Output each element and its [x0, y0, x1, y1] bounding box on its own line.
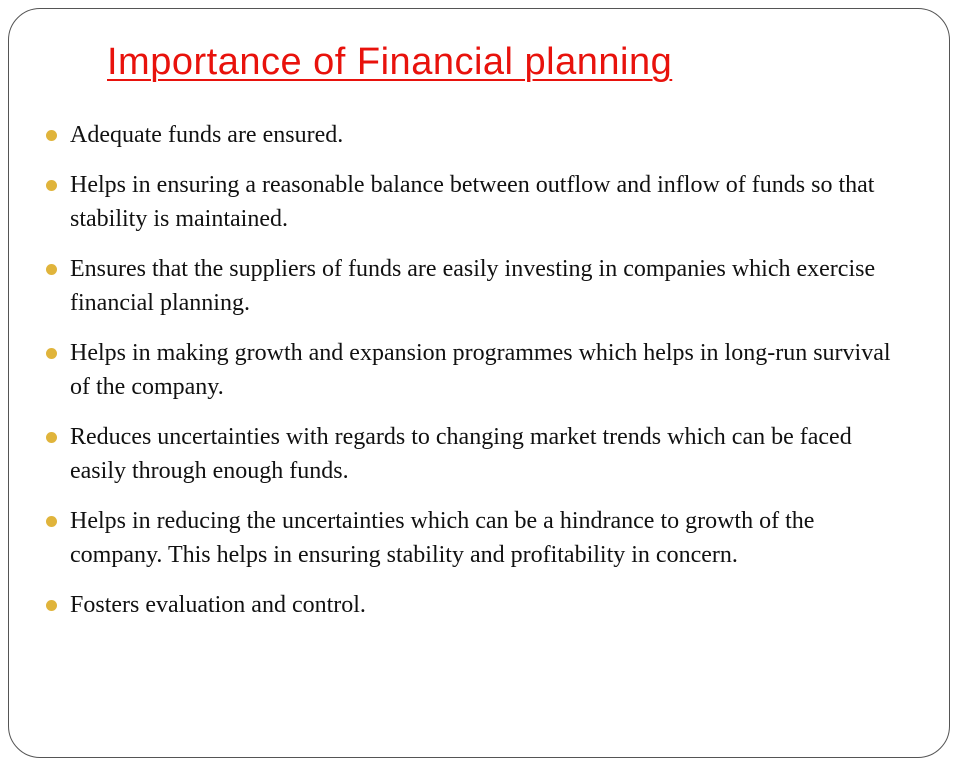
bullet-list [46, 118, 896, 638]
bullet-item: Fosters evaluation and control. [46, 588, 896, 622]
bullet-item: Adequate funds are ensured. [46, 118, 896, 152]
bullet-item: Reduces uncertainties with regards to changing market trends which can be faced easily through enough funds. [46, 420, 896, 488]
bullet-item: Helps in making growth and expansion programmes which helps in long-run survival of the company. [46, 336, 896, 404]
bullet-item: Ensures that the suppliers of funds are easily investing in companies which exercise financial planning. [46, 252, 896, 320]
slide-title: Importance of Financial planning [107, 41, 673, 83]
bullet-item: Helps in reducing the uncertainties which can be a hindrance to growth of the company. This helps in ensuring stability and profitability in concern. [46, 504, 896, 572]
bullet-item: Helps in ensuring a reasonable balance between outflow and inflow of funds so that stability is maintained. [46, 168, 896, 236]
